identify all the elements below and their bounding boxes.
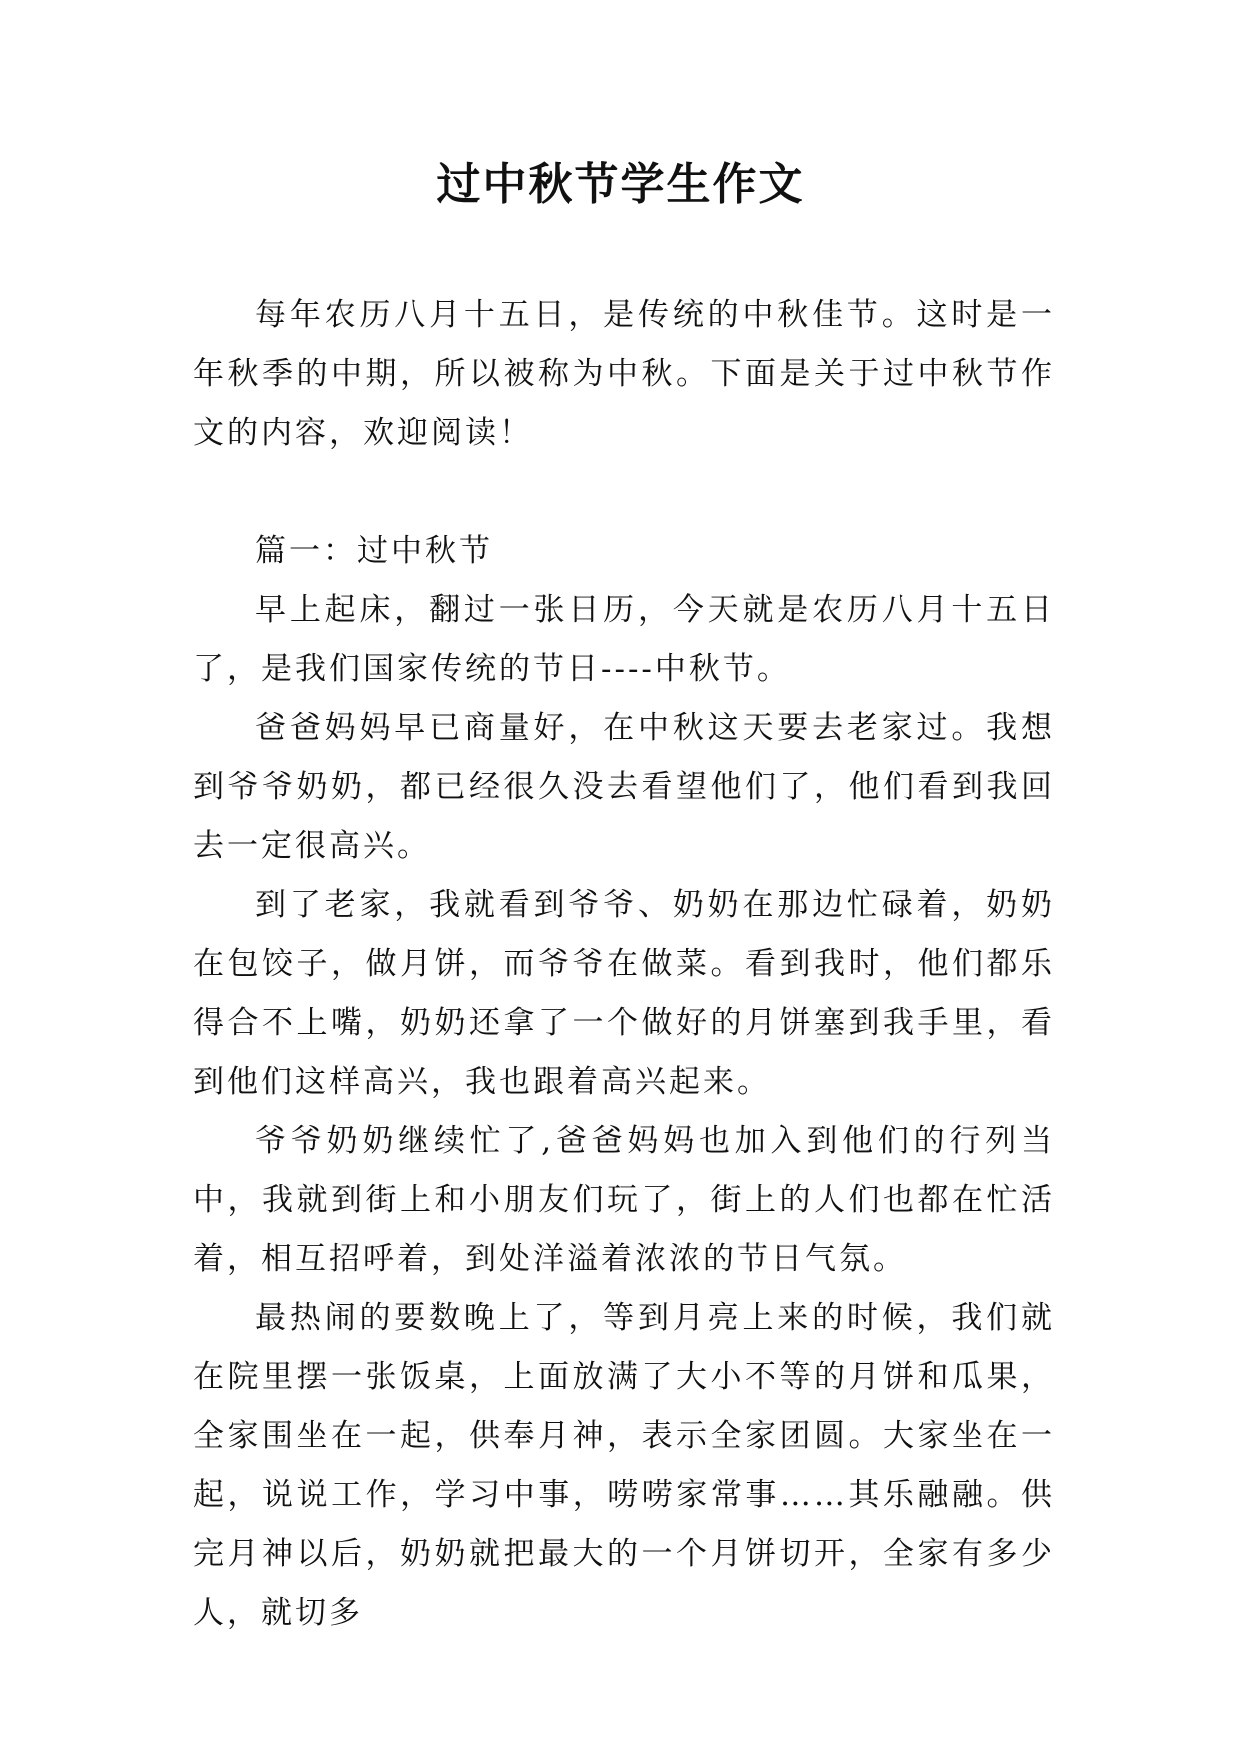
paragraph-3: 到了老家，我就看到爷爷、奶奶在那边忙碌着，奶奶在包饺子，做月饼，而爷爷在做菜。看到我时，他们都乐得合不上嘴，奶奶还拿了一个做好的月饼塞到我手里，看到他们这样高兴，我也跟着高兴起来。 [193, 887, 1055, 1100]
paragraph-1: 早上起床，翻过一张日历，今天就是农历八月十五日了，是我们国家传统的节日----中秋节。 [193, 592, 1055, 687]
paragraph-5: 最热闹的要数晚上了，等到月亮上来的时候，我们就在院里摆一张饭桌，上面放满了大小不等的月饼和瓜果，全家围坐在一起，供奉月神，表示全家团圆。大家坐在一起，说说工作，学习中事，唠唠家常事……其乐融融。供完月神以后，奶奶就把最大的一个月饼切开，全家有多少人，就切多 [193, 1300, 1055, 1631]
document-title: 过中秋节学生作文 [436, 159, 805, 210]
document-body [193, 286, 1055, 1643]
paragraph-2: 爸爸妈妈早已商量好，在中秋这天要去老家过。我想到爷爷奶奶，都已经很久没去看望他们了，他们看到我回去一定很高兴。 [193, 710, 1055, 864]
paragraph-4: 爷爷奶奶继续忙了,爸爸妈妈也加入到他们的行列当中，我就到街上和小朋友们玩了，街上的人们也都在忙活着，相互招呼着，到处洋溢着浓浓的节日气氛。 [193, 1123, 1055, 1277]
intro-paragraph: 每年农历八月十五日，是传统的中秋佳节。这时是一年秋季的中期，所以被称为中秋。下面是关于过中秋节作文的内容，欢迎阅读！ [193, 297, 1055, 451]
section-heading: 篇一：过中秋节 [255, 533, 493, 569]
